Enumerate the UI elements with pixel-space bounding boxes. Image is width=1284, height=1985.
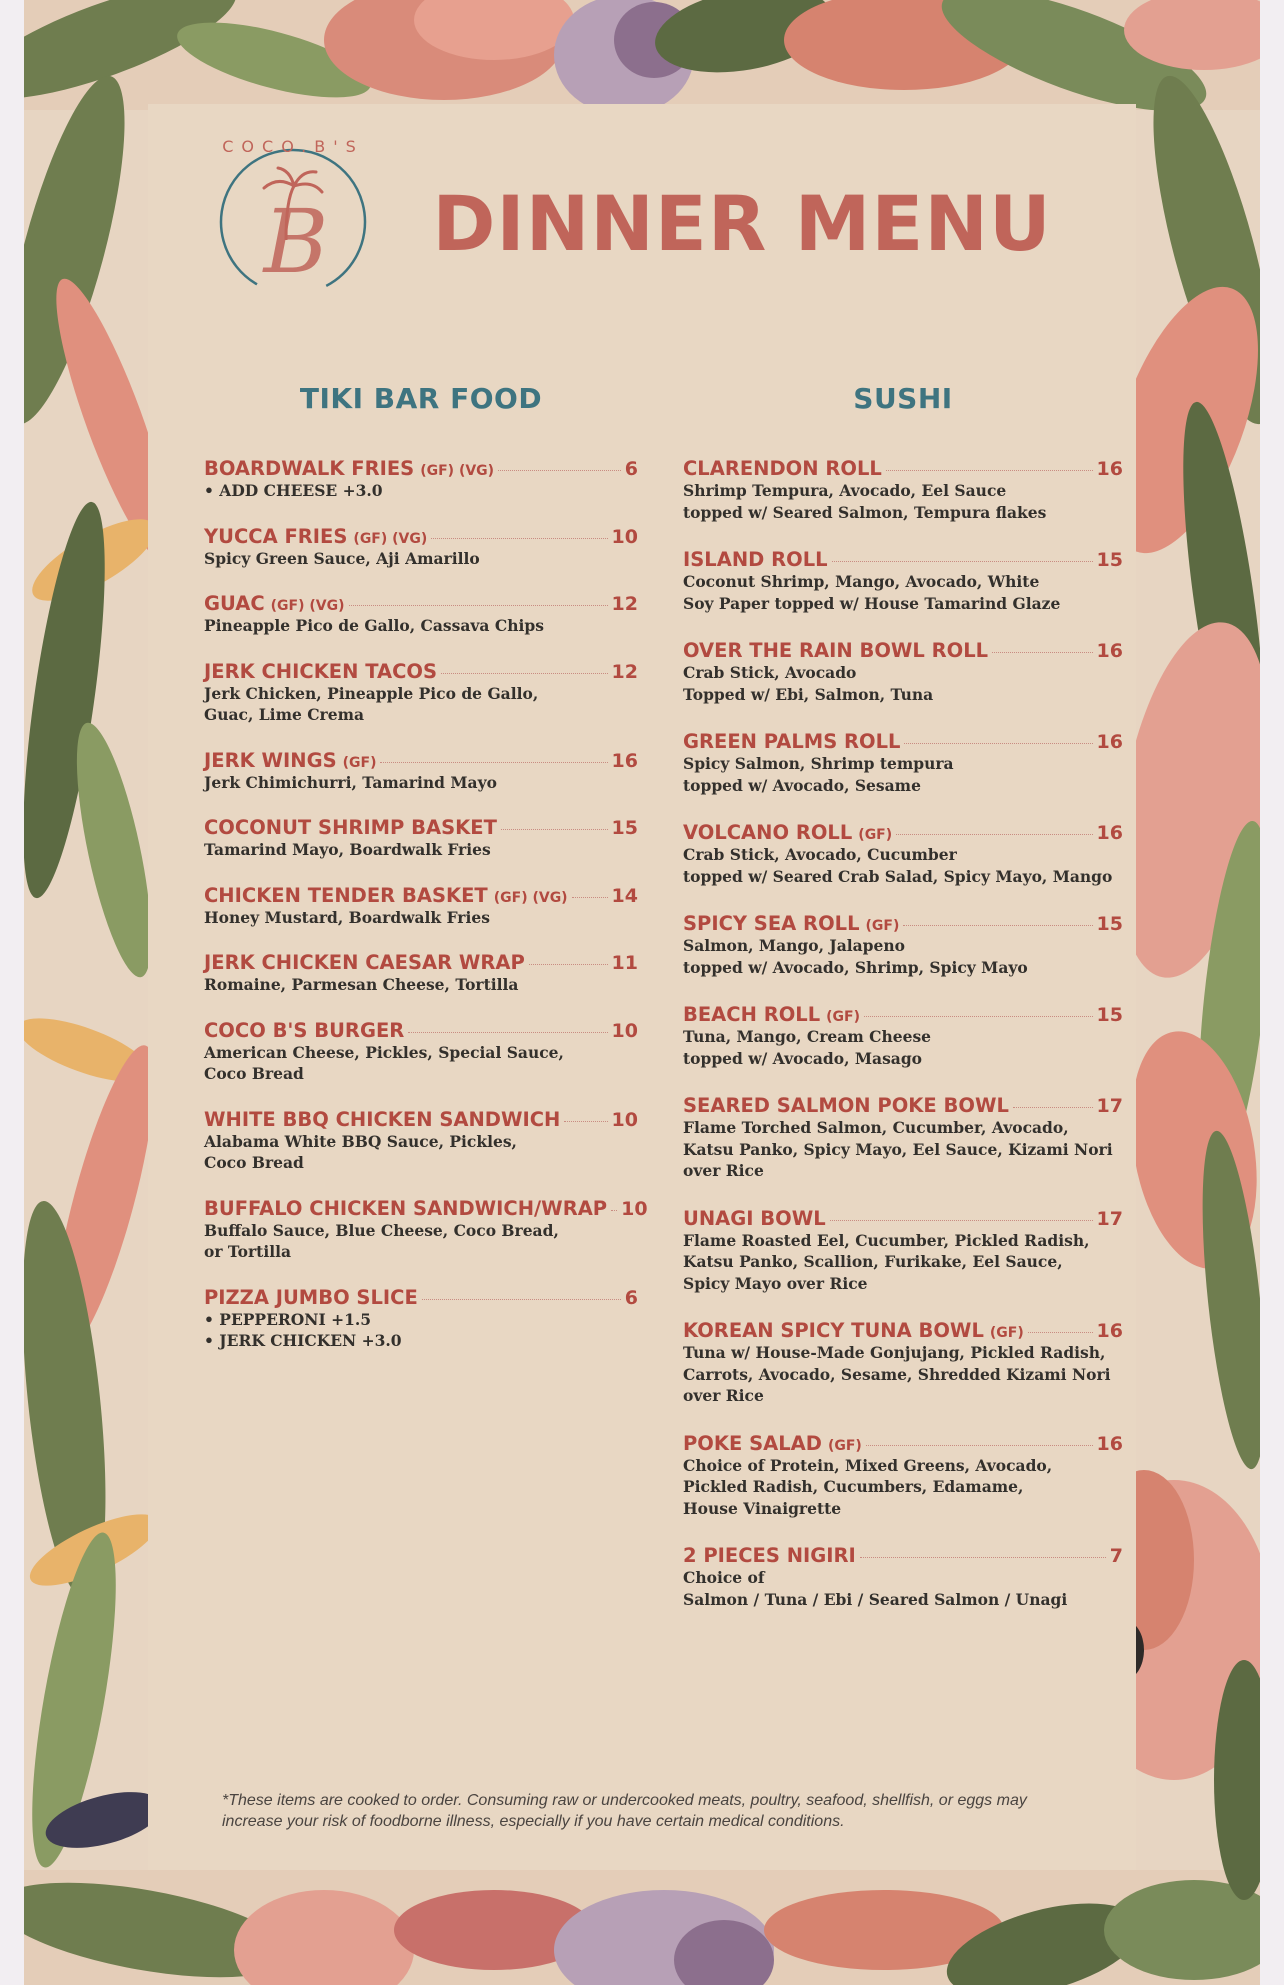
menu-item-description: Spicy Salmon, Shrimp tempura xyxy=(683,754,954,773)
menu-item-name: VOLCANO ROLL xyxy=(683,821,853,844)
menu-item-description: Romaine, Parmesan Cheese, Tortilla xyxy=(204,975,519,994)
menu-item-header xyxy=(204,1196,648,1220)
menu-item xyxy=(204,457,638,502)
dotted-leader xyxy=(1013,1107,1093,1108)
menu-item-description: Shrimp Tempura, Avocado, Eel Sauce xyxy=(683,481,1007,500)
menu-item-header xyxy=(683,1432,1123,1455)
dotted-leader xyxy=(380,762,607,763)
menu-item-description: • ADD CHEESE +3.0 xyxy=(204,481,383,500)
dotted-leader xyxy=(864,1016,1093,1017)
menu-item-price: 6 xyxy=(624,1286,638,1309)
dotted-leader xyxy=(572,897,608,898)
menu-item-name: CHICKEN TENDER BASKET xyxy=(204,883,488,907)
menu-item-price: 16 xyxy=(1096,731,1123,753)
menu-item-description: Crab Stick, Avocado, Cucumber xyxy=(683,845,957,864)
menu-item xyxy=(204,749,638,794)
menu-item-header xyxy=(683,1094,1123,1117)
menu-item-name: 2 PIECES NIGIRI xyxy=(683,1544,856,1567)
menu-item-header xyxy=(683,912,1123,935)
menu-item-description: Katsu Panko, Spicy Mayo, Eel Sauce, Kizami Nori xyxy=(683,1139,1113,1159)
menu-item-name: POKE SALAD xyxy=(683,1431,822,1455)
menu-item-description: Carrots, Avocado, Sesame, Shredded Kizami Nori xyxy=(683,1364,1111,1384)
menu-item-description: Topped w/ Ebi, Salmon, Tuna xyxy=(683,684,934,704)
menu-item-description: Soy Paper topped w/ House Tamarind Glaze xyxy=(683,593,1061,613)
menu-item-price: 10 xyxy=(621,1197,648,1220)
menu-item-description: Tamarind Mayo, Boardwalk Fries xyxy=(204,840,491,859)
menu-item-description: Spicy Mayo over Rice xyxy=(683,1273,868,1293)
menu-item-header xyxy=(204,525,638,548)
dietary-tags: (GF) (VG) xyxy=(493,889,568,906)
menu-item-header xyxy=(683,639,1123,662)
menu-item-description: Tuna, Mango, Cream Cheese xyxy=(683,1027,932,1046)
dotted-leader xyxy=(1028,1332,1093,1333)
dietary-tags: (GF) xyxy=(858,827,893,843)
menu-item-name: SEARED SALMON POKE BOWL xyxy=(683,1094,1009,1117)
section-title: SUSHI xyxy=(853,382,953,415)
menu-item xyxy=(683,457,1123,523)
dotted-leader xyxy=(501,829,608,830)
menu-item-description: Guac, Lime Crema xyxy=(204,705,365,724)
menu-item xyxy=(204,1286,638,1352)
menu-item-description: House Vinaigrette xyxy=(683,1498,842,1518)
menu-item-description: Salmon / Tuna / Ebi / Seared Salmon / Unagi xyxy=(683,1589,1068,1609)
menu-item-name: BEACH ROLL xyxy=(683,1003,821,1026)
menu-item-description: Alabama White BBQ Sauce, Pickles, xyxy=(204,1131,517,1151)
dietary-tags: (GF) (VG) xyxy=(353,530,428,547)
menu-item-description: topped w/ Avocado, Sesame xyxy=(683,775,921,795)
dietary-tags: (GF) (VG) xyxy=(270,598,345,614)
dotted-leader xyxy=(896,834,1092,835)
food-safety-disclaimer: *These items are cooked to order. Consuming raw or undercooked meats, poultry, seafood, shellfish, or eggs may increase your risk of foodborne illness, especially if you have certain medical conditions. xyxy=(222,1792,1027,1830)
menu-item-header xyxy=(204,816,638,839)
page-title: DINNER MENU xyxy=(432,179,1052,268)
menu-item-price: 16 xyxy=(611,749,638,772)
menu-item-header xyxy=(683,1319,1123,1342)
menu-item-description: topped w/ Seared Crab Salad, Spicy Mayo, Mango xyxy=(683,866,1113,886)
menu-item xyxy=(204,592,638,637)
menu-item-name: PIZZA JUMBO SLICE xyxy=(204,1285,418,1309)
menu-item-name: BUFFALO CHICKEN SANDWICH/WRAP xyxy=(204,1196,608,1220)
dotted-leader xyxy=(564,1121,607,1122)
menu-item-name: BOARDWALK FRIES xyxy=(204,457,415,480)
dotted-leader xyxy=(904,743,1092,744)
menu-item-header xyxy=(683,548,1123,571)
dietary-tags: (GF) xyxy=(342,754,377,771)
menu-item-price: 15 xyxy=(1096,913,1123,935)
menu-item-price: 6 xyxy=(624,458,638,480)
menu-item-header xyxy=(204,660,638,683)
menu-item-price: 10 xyxy=(611,525,638,548)
menu-item-description: Flame Roasted Eel, Cucumber, Pickled Radish, xyxy=(683,1230,1090,1250)
menu-item-header xyxy=(204,951,638,974)
menu-item-price: 12 xyxy=(611,593,638,615)
menu-item xyxy=(683,548,1123,614)
logo-letter: B xyxy=(263,190,329,293)
menu-item-name: WHITE BBQ CHICKEN SANDWICH xyxy=(204,1107,561,1131)
dotted-leader xyxy=(832,561,1093,562)
menu-item-description: Tuna w/ House-Made Gonjujang, Pickled Radish, xyxy=(683,1343,1106,1362)
dietary-tags: (GF) xyxy=(989,1325,1024,1341)
menu-item-price: 16 xyxy=(1096,640,1123,662)
menu-item-name: CLARENDON ROLL xyxy=(683,457,882,480)
logo-wordmark: COCO.B'S xyxy=(222,137,364,156)
menu-item-description: • JERK CHICKEN +3.0 xyxy=(204,1331,402,1350)
menu-item-price: 15 xyxy=(611,817,638,839)
menu-item-header xyxy=(204,457,638,480)
menu-item-header xyxy=(683,1207,1123,1230)
dotted-leader xyxy=(431,538,607,539)
menu-item xyxy=(683,821,1123,887)
menu-item xyxy=(204,1196,648,1263)
menu-item xyxy=(683,639,1123,705)
menu-item-price: 17 xyxy=(1096,1207,1123,1230)
menu-item xyxy=(204,816,638,861)
menu-item-price: 7 xyxy=(1109,1545,1123,1567)
menu-item-name: GREEN PALMS ROLL xyxy=(683,730,901,753)
menu-item-header xyxy=(683,730,1123,753)
tiki-bar-food-section xyxy=(204,382,648,1375)
menu-item-description: topped w/ Avocado, Masago xyxy=(683,1048,923,1068)
menu-item-description: Jerk Chimichurri, Tamarind Mayo xyxy=(204,772,497,792)
menu-item-name: UNAGI BOWL xyxy=(683,1206,826,1230)
dotted-leader xyxy=(498,470,621,471)
menu-item-header xyxy=(204,1286,638,1309)
menu-item-price: 11 xyxy=(611,952,638,974)
menu-item-description: topped w/ Seared Salmon, Tempura flakes xyxy=(683,502,1047,522)
menu-item-description: Flame Torched Salmon, Cucumber, Avocado, xyxy=(683,1118,1069,1137)
menu-item-description: Coco Bread xyxy=(204,1064,304,1083)
dotted-leader xyxy=(529,964,608,965)
menu-item xyxy=(683,912,1123,978)
menu-item xyxy=(683,1432,1123,1520)
dotted-leader xyxy=(992,652,1092,653)
menu-item xyxy=(683,1094,1123,1182)
menu-item-description: Pickled Radish, Cucumbers, Edamame, xyxy=(683,1477,1024,1496)
menu-item-price: 16 xyxy=(1096,1320,1123,1342)
menu-item-name: SPICY SEA ROLL xyxy=(683,912,860,935)
menu-item-description: Honey Mustard, Boardwalk Fries xyxy=(204,907,490,927)
menu-item-header xyxy=(204,592,638,615)
menu-item-description: Choice of Protein, Mixed Greens, Avocado, xyxy=(683,1455,1053,1475)
menu-item-description: Jerk Chicken, Pineapple Pico de Gallo, xyxy=(204,683,539,703)
menu-item xyxy=(204,951,638,996)
menu-item xyxy=(683,1319,1123,1407)
menu-item-name: OVER THE RAIN BOWL ROLL xyxy=(683,639,989,662)
menu-item xyxy=(683,730,1123,796)
menu-item xyxy=(683,1207,1123,1295)
menu-item-header xyxy=(683,821,1123,844)
menu-item xyxy=(204,525,638,570)
dietary-tags: (GF) (VG) xyxy=(420,463,495,479)
menu-item-description: Coconut Shrimp, Mango, Avocado, White xyxy=(683,572,1040,591)
menu-item xyxy=(683,1003,1123,1069)
menu-item-price: 10 xyxy=(611,1019,638,1042)
menu-item-name: COCONUT SHRIMP BASKET xyxy=(204,816,497,839)
menu-item-name: ISLAND ROLL xyxy=(683,548,828,571)
menu-item-description: or Tortilla xyxy=(204,1242,292,1261)
menu-item xyxy=(204,660,638,726)
menu-item-description: Buffalo Sauce, Blue Cheese, Coco Bread, xyxy=(204,1220,559,1240)
menu-item-description: Choice of xyxy=(683,1568,765,1587)
menu-item-header xyxy=(204,884,638,907)
menu-item-price: 16 xyxy=(1096,458,1123,480)
menu-item-name: JERK CHICKEN TACOS xyxy=(204,659,438,683)
menu-page xyxy=(24,0,1260,1985)
sushi-section xyxy=(683,382,1123,1635)
menu-item-name: COCO B'S BURGER xyxy=(204,1018,405,1042)
dotted-leader xyxy=(441,673,608,674)
menu-item-price: 16 xyxy=(1096,822,1123,844)
menu-item-price: 14 xyxy=(611,884,638,907)
menu-item-description: over Rice xyxy=(683,1161,764,1180)
dotted-leader xyxy=(866,1445,1093,1446)
menu-item-header xyxy=(683,457,1123,480)
menu-card xyxy=(148,104,1136,1870)
menu-item xyxy=(204,884,638,929)
menu-item-description: • PEPPERONI +1.5 xyxy=(204,1309,372,1329)
dotted-leader xyxy=(860,1557,1106,1558)
menu-item-header xyxy=(683,1544,1123,1567)
menu-item-header xyxy=(204,1019,638,1042)
dotted-leader xyxy=(349,605,608,606)
menu-item-name: YUCCA FRIES xyxy=(204,524,348,548)
menu-item-description: Pineapple Pico de Gallo, Cassava Chips xyxy=(204,616,544,635)
menu-item-price: 15 xyxy=(1096,549,1123,571)
menu-item-description: Katsu Panko, Scallion, Furikake, Eel Sauce, xyxy=(683,1252,1063,1271)
dotted-leader xyxy=(886,470,1093,471)
menu-item-description: Coco Bread xyxy=(204,1153,304,1172)
menu-item-header xyxy=(683,1003,1123,1026)
menu-item-name: JERK CHICKEN CAESAR WRAP xyxy=(204,951,525,974)
dotted-leader xyxy=(903,925,1092,926)
menu-item-price: 16 xyxy=(1096,1432,1123,1455)
bottom-foliage xyxy=(24,1865,1260,1985)
dietary-tags: (GF) xyxy=(865,918,900,934)
dotted-leader xyxy=(422,1299,621,1300)
menu-item-description: Crab Stick, Avocado xyxy=(683,663,857,682)
menu-item xyxy=(204,1019,638,1085)
menu-item-price: 12 xyxy=(611,660,638,683)
dotted-leader xyxy=(408,1032,607,1033)
dotted-leader xyxy=(611,1210,617,1211)
menu-item-name: JERK WINGS xyxy=(204,748,337,772)
menu-item-price: 10 xyxy=(611,1108,638,1131)
dietary-tags: (GF) xyxy=(827,1437,862,1454)
menu-item-price: 17 xyxy=(1096,1095,1123,1117)
menu-item-description: Salmon, Mango, Jalapeno xyxy=(683,936,905,955)
menu-item-name: KOREAN SPICY TUNA BOWL xyxy=(683,1319,984,1342)
menu-item-name: GUAC xyxy=(204,592,265,615)
menu-item-header xyxy=(204,749,638,772)
dietary-tags: (GF) xyxy=(826,1009,860,1025)
dotted-leader xyxy=(830,1220,1093,1221)
menu-item-header xyxy=(204,1108,638,1131)
menu-item-description: American Cheese, Pickles, Special Sauce, xyxy=(204,1042,564,1062)
menu-item-description: topped w/ Avocado, Shrimp, Spicy Mayo xyxy=(683,957,1028,977)
menu-item xyxy=(683,1544,1123,1610)
menu-item-description: over Rice xyxy=(683,1386,764,1405)
menu-item xyxy=(204,1108,638,1174)
menu-item-price: 15 xyxy=(1096,1004,1123,1026)
section-title: TIKI BAR FOOD xyxy=(299,382,543,415)
menu-item-description: Spicy Green Sauce, Aji Amarillo xyxy=(204,548,480,568)
